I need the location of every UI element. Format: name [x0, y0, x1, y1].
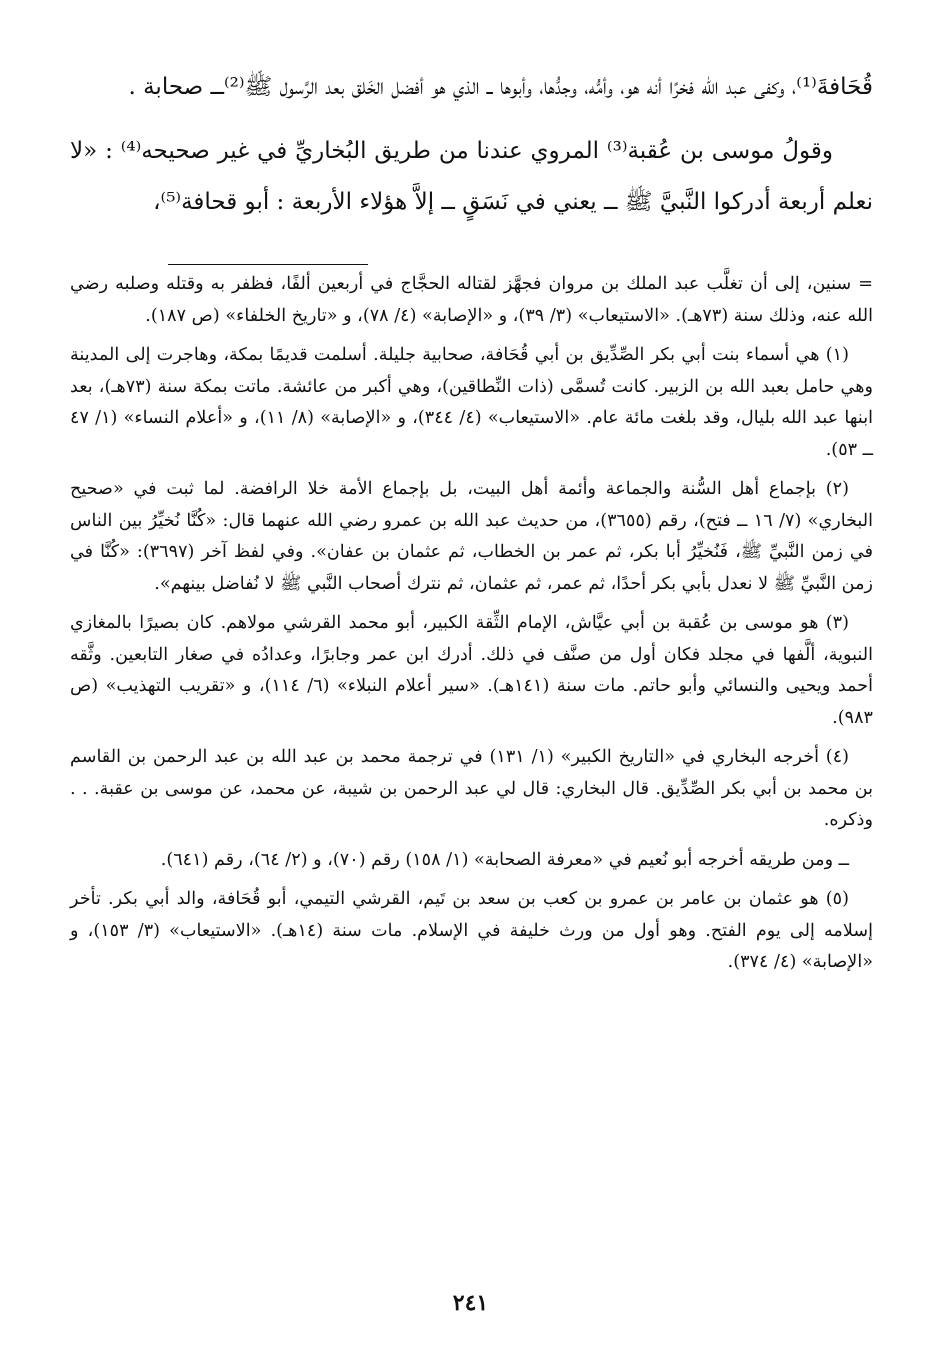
footnote-2: (٢) بإجماع أهل السُّنة والجماعة وأئمة أهل البيت، بل بإجماع الأمة خلا الرافضة. لما ثبت في «صحيح البخاري» (٧/ ١٦ ــ فتح)، رقم (٣٦٥٥)، من حديث عبد الله بن عمرو رضي الله عنهما قال: «كُنَّا نُخيِّرُ بين الناس في زمن النَّبيِّ ﷺ، فَنُخيِّرُ أبا بكر، ثم عمر بن الخطاب، ثم عثمان بن عفان». وفي لفظ آخر (٣٦٩٧): «كُنَّا في زمن النَّبيِّ ﷺ لا نعدل بأبي بكر أحدًا، ثم عمر، ثم عثمان، ثم نترك أصحاب النَّبي ﷺ لا نُفاضل بينهم». [70, 479, 873, 594]
footnote-5: (٥) هو عثمان بن عامر بن عمرو بن كعب بن سعد بن تَيم، القرشي التيمي، أبو قُحَافة، والد أبي بكر. تأخر إسلامه إلى يوم الفتح. وهو أول من ورث خليفة في الإسلام. مات سنة (١٤هـ). «الاستيعاب» (٣/ ١٥٣)، و «الإصابة» (٤/ ٣٧٤). [70, 889, 873, 972]
main-paragraph-2: وقولُ موسى بن عُقبة⁽³⁾ المروي عندنا من طريق البُخاريِّ في غير صحيحه⁽⁴⁾ : «لا نعلم أربعة أدركوا النَّبيَّ ﷺ ــ يعني في نَسَقٍ ــ إلاَّ هؤلاء الأربعة : أبو قحافة⁽⁵⁾، [70, 138, 873, 215]
footnote-separator-wrap [70, 264, 873, 265]
footnote-continuation: = سنين، إلى أن تغلَّب عبد الملك بن مروان فجهَّز لقتاله الحجَّاج في أربعين ألفًا، فظفر به وقتله وصلبه رضي الله عنه، وذلك سنة (٧٣هـ). «الاستيعاب» (٣/ ٣٩)، و «الإصابة» (٤/ ٧٨)، و «تاريخ الخلفاء» (ص ١٨٧). [70, 274, 873, 326]
footnote-4-continuation: ــ ومن طريقه أخرجه أبو نُعيم في «معرفة الصحابة» (١/ ١٥٨) رقم (٧٠)، و (٢/ ٦٤)، رقم (٦٤١). [160, 849, 849, 870]
footnote-3: (٣) هو موسى بن عُقبة بن أبي عيَّاش، الإمام الثِّقة الكبير، أبو محمد القرشي مولاهم. كان بصيرًا بالمغازي النبوية، ألَّفها في مجلد فكان أول من صنَّف في ذلك. أدرك ابن عمر وجابرًا، وعدادُه في صغار التابعين. وثَّقه أحمد ويحيى والنسائي وأبو حاتم. مات سنة (١٤١هـ). «سير أعلام النبلاء» (٦/ ١١٤)، و «تقريب التهذيب» (ص ٩٨٣). [70, 613, 873, 728]
page-number: ٢٤١ [452, 1290, 489, 1316]
main-text [70, 62, 873, 228]
footnote-1: (١) هي أسماء بنت أبي بكر الصِّدِّيق بن أبي قُحَافة، صحابية جليلة. أسلمت قديمًا بمكة، وهاجرت إلى المدينة وهي حامل بعبد الله بن الزبير. كانت تُسمَّى (ذات النِّطاقين)، وهي أكبر من عائشة. ماتت بمكة سنة (٧٣هـ)، بعد ابنها عبد الله بليال، وقد بلغت مائة عام. «الاستيعاب» (٤/ ٣٤٤)، و «الإصابة» (٨/ ١١)، و «أعلام النساء» (١/ ٤٧ ــ ٥٣). [70, 345, 873, 460]
footnote-4: (٤) أخرجه البخاري في «التاريخ الكبير» (١/ ١٣١) في ترجمة محمد بن عبد الله بن عبد الرحمن بن القاسم بن محمد بن أبي بكر الصِّدِّيق. قال البخاري: قال لي عبد الرحمن بن شيبة، عن محمد، عن موسى بن عقبة. . . وذكره. [70, 747, 873, 830]
footnote-separator [168, 264, 368, 265]
main-paragraph-1: قُحَافةَ⁽¹⁾، وكفى عبد الله فخرًا أنه هو، وأمُّه، وجدُّها، وأبوها ــ الذي هو أفضل الخَلق بعد الرَّسول ﷺ⁽²⁾ــ صحابة . [128, 74, 873, 100]
footnotes [70, 269, 873, 979]
